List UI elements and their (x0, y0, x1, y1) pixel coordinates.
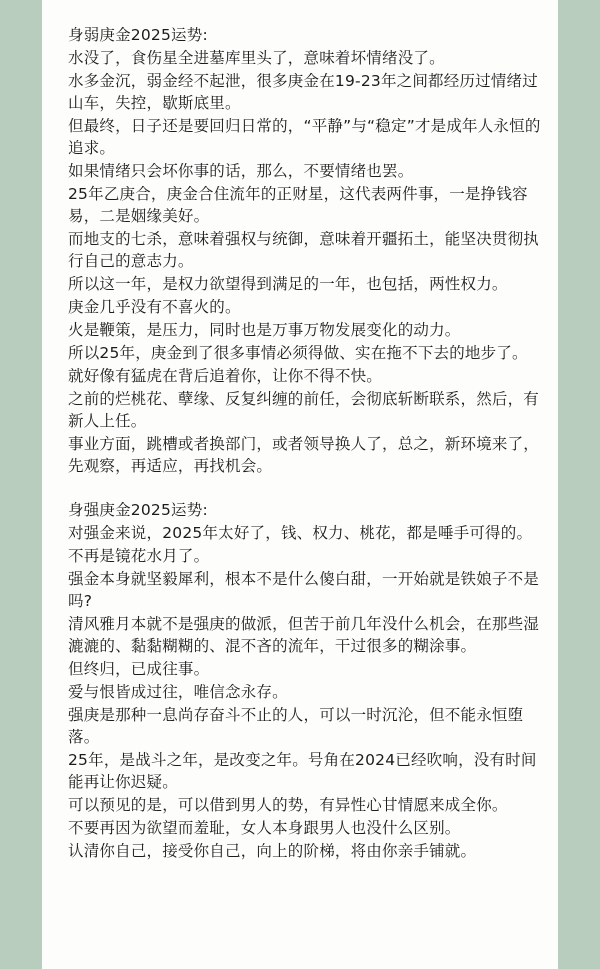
paragraph: 事业方面，跳槽或者换部门，或者领导换人了，总之，新环境来了，先观察，再适应，再找机会。 (68, 435, 540, 475)
paragraph: 所以25年，庚金到了很多事情必须得做、实在拖不下去的地步了。 (68, 344, 528, 362)
section-heading: 身强庚金2025运势: (68, 501, 208, 519)
paragraph: 强金本身就坚毅犀利，根本不是什么傻白甜，一开始就是铁娘子不是吗? (68, 570, 540, 610)
paragraph: 强庚是那种一息尚存奋斗不止的人，可以一时沉沦，但不能永恒堕落。 (68, 706, 524, 746)
paragraph: 庚金几乎没有不喜火的。 (68, 298, 241, 316)
paragraph: 之前的烂桃花、孽缘、反复纠缠的前任，会彻底斩断联系，然后，有新人上任。 (68, 390, 540, 430)
paragraph: 而地支的七杀，意味着强权与统御，意味着开疆拓土，能坚决贯彻执行自己的意志力。 (68, 230, 540, 270)
paragraph: 但终归，已成往事。 (68, 660, 210, 678)
paragraph: 认清你自己，接受你自己，向上的阶梯，将由你亲手铺就。 (68, 842, 477, 860)
paragraph: 对强金来说，2025年太好了，钱、权力、桃花，都是唾手可得的。 (68, 524, 533, 542)
paragraph: 水多金沉，弱金经不起泄，很多庚金在19-23年之间都经历过情绪过山车，失控，歇斯底里。 (68, 72, 538, 112)
paragraph: 就好像有猛虎在背后追着你，让你不得不快。 (68, 367, 383, 385)
section-heading: 身弱庚金2025运势: (68, 26, 208, 44)
paragraph: 所以这一年，是权力欲望得到满足的一年，也包括，两性权力。 (68, 275, 508, 293)
paragraph: 不要再因为欲望而羞耻，女人本身跟男人也没什么区别。 (68, 819, 461, 837)
paragraph: 25年乙庚合，庚金合住流年的正财星，这代表两件事，一是挣钱容易，二是姻缘美好。 (68, 185, 528, 225)
paragraph: 清风雅月本就不是强庚的做派，但苦于前几年没什么机会，在那些湿漉漉的、黏黏糊糊的、混不吝的流年，干过很多的糊涂事。 (68, 615, 540, 655)
paragraph: 火是鞭策，是压力，同时也是万事万物发展变化的动力。 (68, 321, 461, 339)
section-strong-geng (68, 499, 548, 862)
section-weak-geng (68, 24, 548, 477)
paragraph: 水没了，食伤星全进墓库里头了，意味着坏情绪没了。 (68, 49, 445, 67)
paragraph: 但最终，日子还是要回归日常的，“平静”与“稳定”才是成年人永恒的追求。 (68, 117, 541, 157)
paragraph: 爱与恨皆成过往，唯信念永存。 (68, 683, 288, 701)
document-page (42, 0, 558, 969)
paragraph: 如果情绪只会坏你事的话，那么，不要情绪也罢。 (68, 162, 414, 180)
paragraph: 不再是镜花水月了。 (68, 547, 210, 565)
paragraph: 25年，是战斗之年，是改变之年。号角在2024已经吹响，没有时间能再让你迟疑。 (68, 751, 537, 791)
paragraph: 可以预见的是，可以借到男人的势，有异性心甘情愿来成全你。 (68, 796, 508, 814)
